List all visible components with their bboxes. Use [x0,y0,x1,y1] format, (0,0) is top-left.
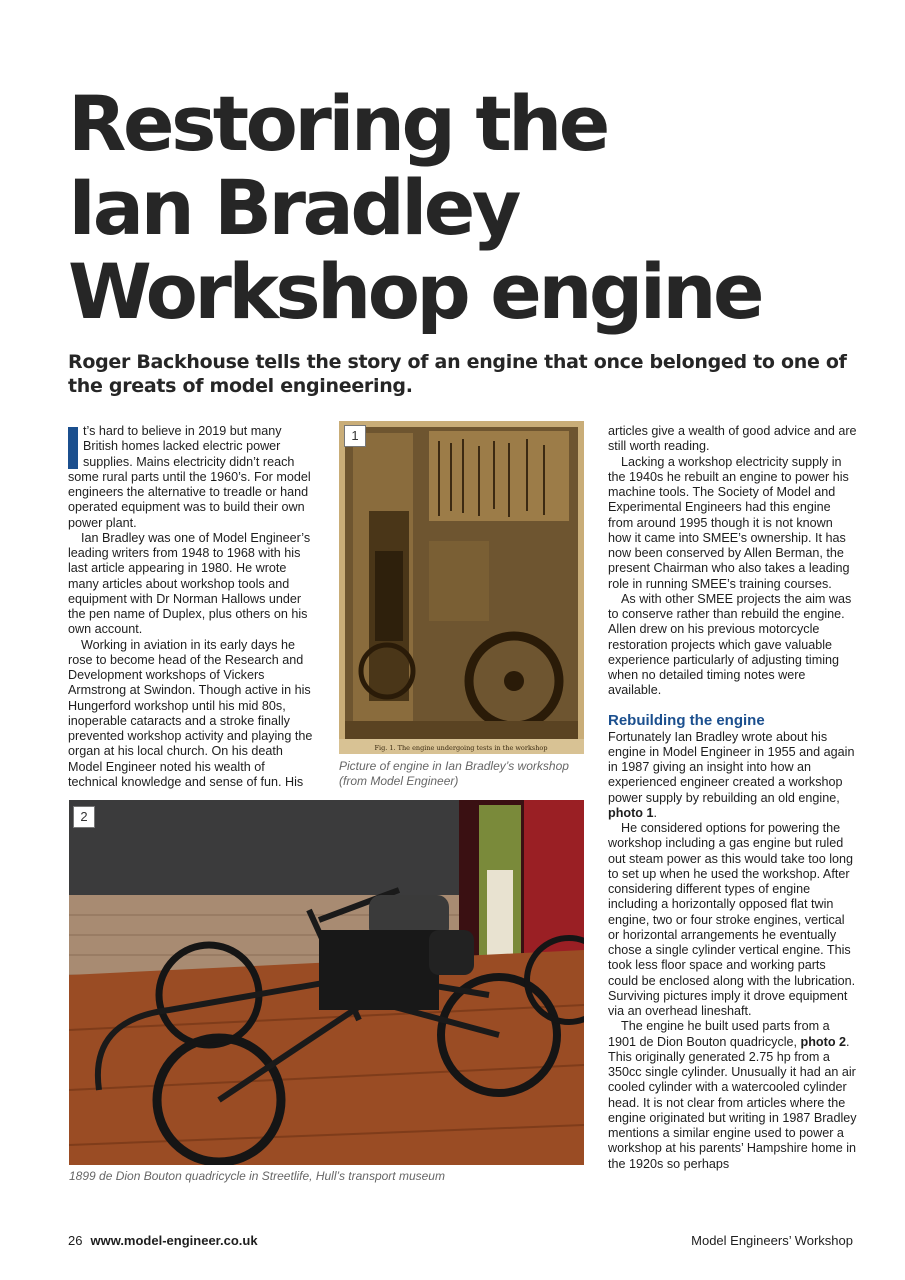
photo-reference: photo 2 [800,1034,847,1049]
quadricycle-photo-image [69,800,584,1165]
article-title [68,79,828,336]
body-paragraph: Working in aviation in its early days he rose to become head of the Research and Development workshops of Vickers Armstrong at Swindon. Though active in his Hungerford workshop until his mid 80s, inoperable cataracts and a stroke finally prevented workshop activity and playing the organ at his local church. On his death Model Engineer noted his wealth of technical knowledge and sense of fun. His [68,637,313,789]
body-paragraph: The engine he built used parts from a 1901 de Dion Bouton quadricycle, photo 2. This originally generated 2.75 hp from a 350cc single cylinder. Unusually it had an air cooled cylinder with a watercooled cylinder head. It is not clear from articles where the engine originated but writing in 1987 Bradley mentions a similar engine used to power a workshop at his parents’ Hampshire home in the 1920s so perhaps [608,1019,857,1171]
column-1 [68,424,314,790]
body-paragraph: articles give a wealth of good advice and are still worth reading. [608,424,857,454]
standfirst: Roger Backhouse tells the story of an engine that once belonged to one of the greats of model engineering. [68,351,847,397]
drop-cap-bar [68,427,78,469]
body-paragraph: Ian Bradley was one of Model Engineer’s leading writers from 1948 to 1968 with his last article appearing in 1980. He wrote many articles about workshop tools and equipment with Dr Norman Hallows under the pen name of Duplex, plus others on his own account. [68,530,311,637]
body-paragraph: t’s hard to believe in 2019 but many British homes lacked electric power supplies. Mains electricity didn’t reach some rural parts until the 1960’s. For model engineers the alternative to treadle or hand operated equipment was to build their own power plant. [68,424,311,530]
website-url: www.model-engineer.co.uk [90,1233,258,1248]
footer-left [68,1233,258,1248]
body-paragraph: He considered options for powering the workshop including a gas engine but ruled out steam power as this would take too long to set up when he used the workshop. After considering different types of engine including a horizontally opposed flat twin engine, two or four stroke engines, vertical or horizontal arrangements he eventually chose a single cylinder vertical engine. This took less floor space and working parts could be enclosed along with the lubrication. Surviving pictures imply it drove equipment via an overhead lineshaft. [608,821,856,1018]
inset-caption-text: Fig. 1. The engine undergoing tests in the workshop [374,744,548,752]
magazine-name: Model Engineers’ Workshop [691,1233,853,1248]
photo-2-quadricycle [69,800,584,1165]
body-paragraph: As with other SMEE projects the aim was to conserve rather than rebuild the engine. Allen drew on his previous motorcycle restoration projects which gave valuable experience particularly of adjusting timing when no detailed timing notes were available. [608,591,852,698]
body-paragraph: Lacking a workshop electricity supply in the 1940s he rebuilt an engine to power his machine tools. The Society of Model and Experimental Engineers had this engine from around 1995 though it is not known how it came into SMEE’s ownership. It has now been conserved by Allen Berman, the present Chairman who also takes a leading role in running SMEE’s training courses. [608,454,850,591]
column-3 [608,424,858,1172]
title-line: Restoring the [68,79,607,168]
subheading: Rebuilding the engine [608,711,765,729]
photo-number-badge: 1 [344,425,366,447]
body-paragraph: Fortunately Ian Bradley wrote about his engine in Model Engineer in 1955 and again in 1987 giving an insight into how an experienced engineer created a workshop power supply by rebuilding an old engine, photo 1. [608,729,855,820]
workshop-photo-image [339,421,584,754]
photo-1-workshop-engine [339,421,584,754]
photo-number-badge: 2 [73,806,95,828]
title-line: Workshop engine [68,247,762,336]
page-number: 26 [68,1233,83,1248]
title-line: Ian Bradley [68,163,518,252]
photo-reference: photo 1 [608,805,654,820]
photo-2-caption: 1899 de Dion Bouton quadricycle in Streetlife, Hull’s transport museum [69,1169,445,1183]
photo-1-caption: Picture of engine in Ian Bradley’s workshop (from Model Engineer) [339,759,569,788]
